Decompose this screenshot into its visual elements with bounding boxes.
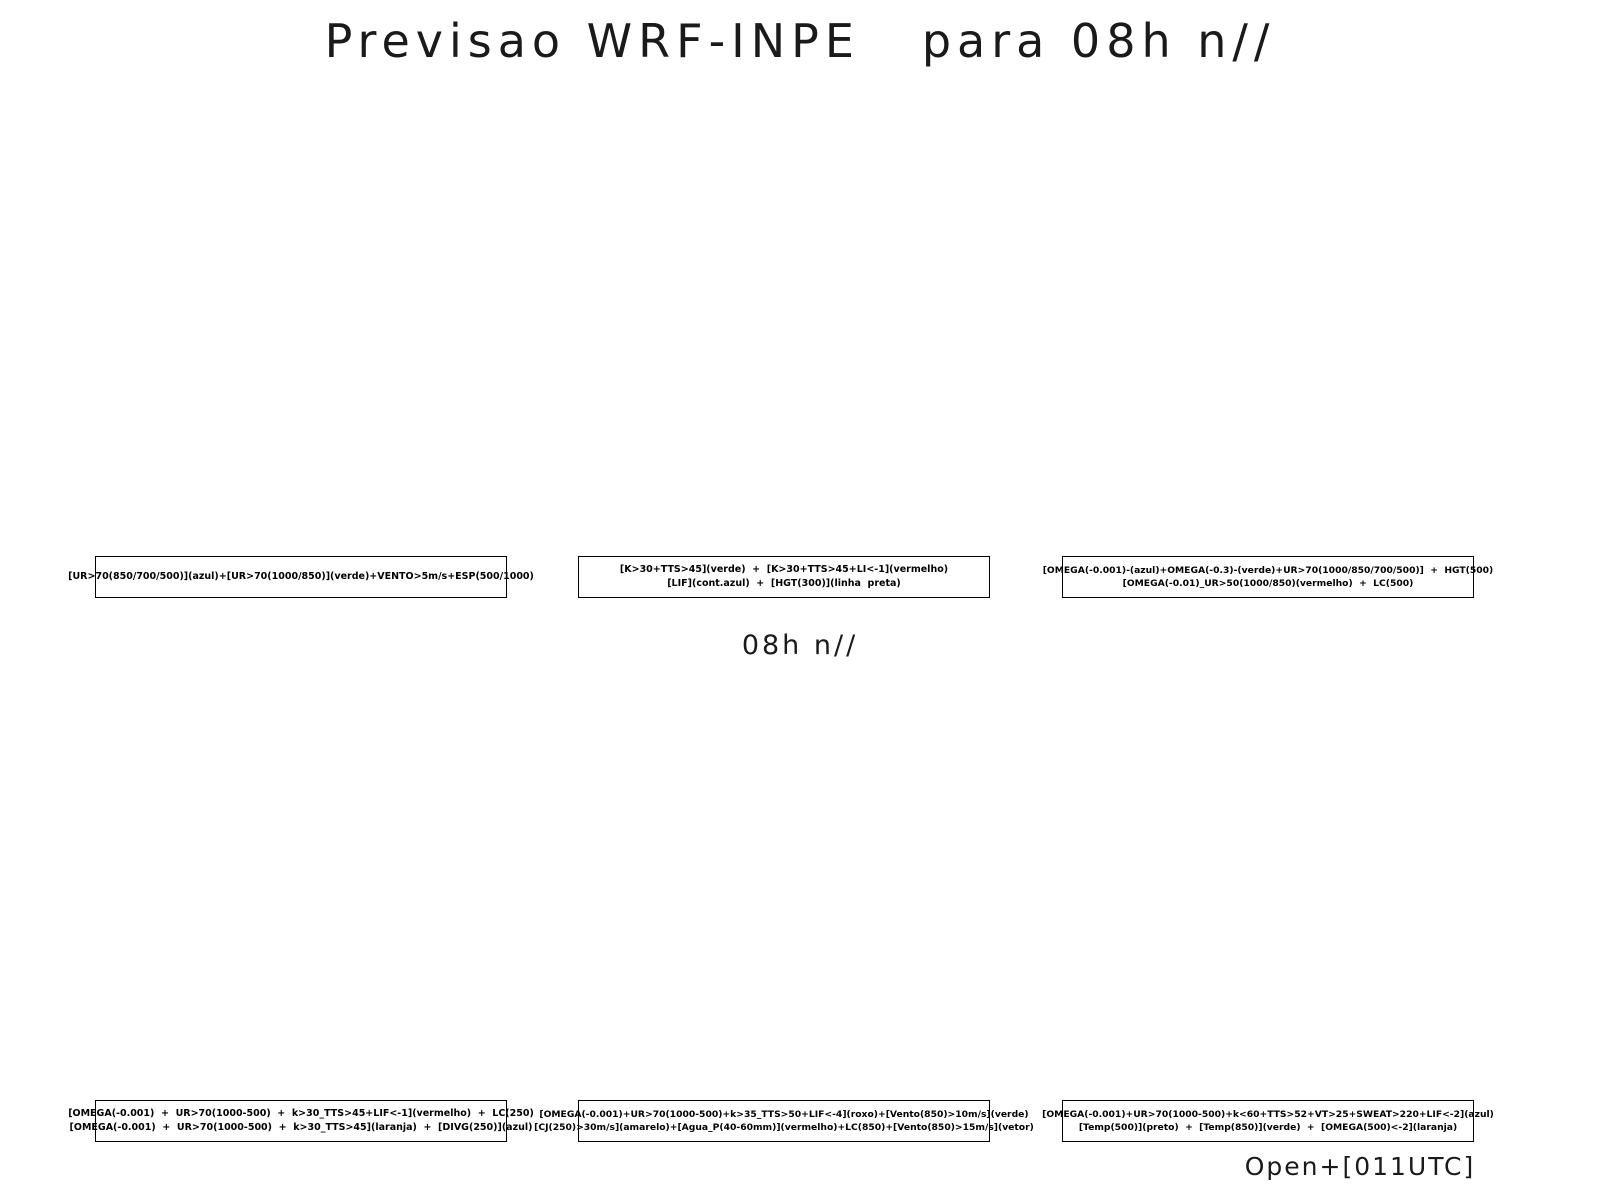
legend-line: [OMEGA(-0.001)-(azul)+OMEGA(-0.3)-(verde)+UR>70(1000/850/700/500)] + HGT(500) bbox=[1042, 564, 1494, 576]
legend-box-omega-sweat-temp bbox=[1042, 1100, 1494, 1142]
legend-line: [OMEGA(-0.01)_UR>50(1000/850)(vermelho) + LC(500) bbox=[1122, 578, 1414, 589]
legend-box-indices-k-tts bbox=[578, 556, 990, 598]
legend-box-omega-ur-k-tts-lif bbox=[68, 1100, 534, 1142]
page-title: Previsao WRF-INPE para 08h n// bbox=[324, 14, 1276, 68]
legend-box-omega-cj-agua-vento bbox=[534, 1100, 1034, 1142]
legend-box-umidade-vento bbox=[68, 556, 534, 598]
legend-line: [OMEGA(-0.001)+UR>70(1000-500)+k<60+TTS>52+VT>25+SWEAT>220+LIF<-2](azul) bbox=[1042, 1108, 1494, 1120]
legend-line: [OMEGA(-0.001)+UR>70(1000-500)+k>35_TTS>50+LIF<-4](roxo)+[Vento(850)>10m/s](verde) bbox=[539, 1108, 1029, 1120]
legend-line: [OMEGA(-0.001) + UR>70(1000-500) + k>30_TTS>45](laranja) + [DIVG(250)](azul) bbox=[69, 1122, 533, 1133]
legend-line: [LIF](cont.azul) + [HGT(300)](linha preta) bbox=[667, 578, 901, 589]
bottom-caption: Open+[011UTC] bbox=[1244, 1152, 1476, 1181]
legend-line: [K>30+TTS>45](verde) + [K>30+TTS>45+LI<-1](vermelho) bbox=[619, 564, 949, 576]
legend-box-omega-ur-hgt bbox=[1042, 556, 1494, 598]
legend-line: [OMEGA(-0.001) + UR>70(1000-500) + k>30_TTS>45+LIF<-1](vermelho) + LC(250) bbox=[68, 1108, 534, 1120]
legend-line: [CJ(250)>30m/s](amarelo)+[Agua_P(40-60mm)](vermelho)+LC(850)+[Vento(850)>15m/s](vetor) bbox=[534, 1122, 1034, 1133]
legend-line: [UR>70(850/700/500)](azul)+[UR>70(1000/850)](verde)+VENTO>5m/s+ESP(500/1000) bbox=[68, 571, 534, 583]
mid-caption: 08h n// bbox=[741, 630, 859, 661]
legend-line: [Temp(500)](preto) + [Temp(850)](verde) + [OMEGA(500)<-2](laranja) bbox=[1078, 1122, 1458, 1133]
